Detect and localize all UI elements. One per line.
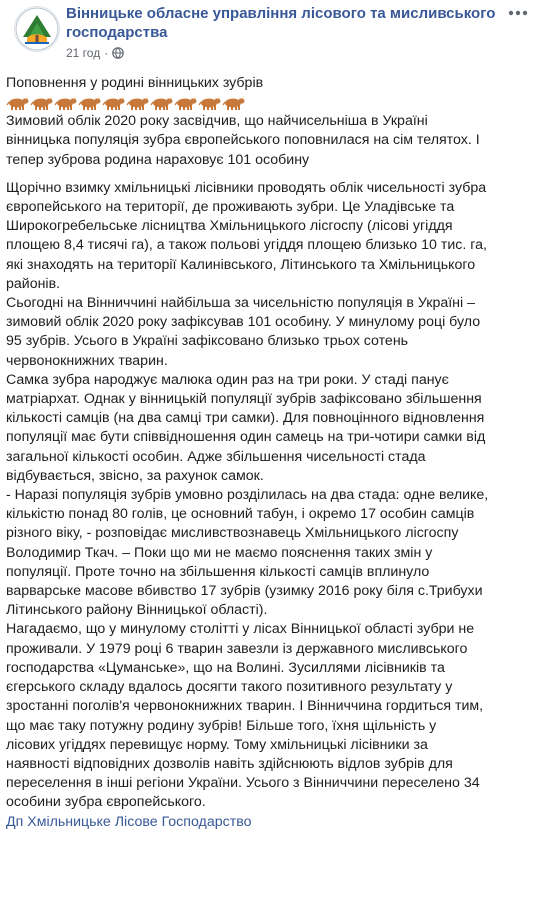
post-title-line: Поповнення у родині вінницьких зубрів: [6, 75, 264, 91]
ox-icon: [198, 95, 221, 111]
body-text-line: господарства «Цуманське», що на Волині. Зусиллями лісівників та: [6, 659, 445, 676]
intro-text-line: вінницька популяція зубра європейського поповнилася на сім телятох. І: [6, 132, 480, 149]
post-timestamp[interactable]: 21 год: [66, 46, 101, 60]
ox-icon: [54, 95, 77, 111]
body-text-line: варварське масове вбивство 17 зубрів (узимку 2016 року біля с.Трибухи: [6, 583, 483, 600]
body-text-line: Літинського району Вінницької області).: [6, 602, 268, 619]
page-logo-icon: [15, 7, 59, 51]
body-text-line: європейського на території, де проживають зубри. Це Уладівське та: [6, 199, 455, 216]
body-text-line: зимовий облік 2020 року зафіксував 101 особину. У минулому році було: [6, 314, 481, 331]
post-body: [6, 74, 532, 832]
body-text-line: червонокнижних тварин.: [6, 352, 168, 369]
ox-emoji-row: [6, 93, 532, 112]
body-text-line: відбувається, звісно, за рахунок самок.: [6, 467, 264, 484]
post-meta: [66, 46, 124, 60]
body-text-line: єгерського складу вдалось досягти такого позитивного результату у: [6, 679, 453, 696]
page-avatar[interactable]: [14, 6, 60, 52]
body-text-line: зростанні поголів'я червонокнижних тварин. І Вінниччина гордиться тим,: [6, 698, 484, 715]
ox-icon: [174, 95, 197, 111]
body-text-line: матріархат. Однак у вінницькій популяції зубрів зафіксовано збільшення: [6, 391, 482, 408]
ox-icon: [6, 95, 29, 111]
body-text-line: площею 8,4 тисячі га), а також польові угіддя площею близько 10 тис. га,: [6, 237, 487, 254]
ox-icon: [222, 95, 245, 111]
body-text-line: - Наразі популяція зубрів умовно розділилась на два стада: одне велике,: [6, 487, 489, 504]
body-text-line: 95 зубрів. Усього в Україні зафіксовано близько трьох сотень: [6, 333, 409, 350]
post-intro: [6, 112, 532, 170]
ox-icon: [150, 95, 173, 111]
body-text-line: Самка зубра народжує малюка один раз на три роки. У стаді панує: [6, 371, 449, 388]
post-header: [8, 0, 539, 64]
intro-text-line: Зимовий облік 2020 року засвідчив, що найчисельніша в Україні: [6, 113, 428, 130]
body-text-line: що має таку потужну родину зубрів! Більше того, їхня щільність у: [6, 717, 437, 734]
ox-icon: [78, 95, 101, 111]
body-text-line: різного віку, - розповідає мисливствознавець Хмільницького лісгоспу: [6, 525, 459, 542]
body-text-line: Володимир Ткач. – Поки що ми не маємо пояснення таких змін у: [6, 544, 433, 561]
body-text-line: Щорічно взимку хмільницькі лісівники проводять облік чисельності зубра: [6, 179, 487, 196]
page-name-link[interactable]: Вінницьке обласне управління лісового та мисливського господарства: [66, 5, 496, 41]
ox-icon: [126, 95, 149, 111]
intro-text-line: тепер зуброва родина нараховує 101 особину: [6, 151, 310, 168]
body-text-line: особини зубра європейського.: [6, 794, 206, 811]
body-text-line: кількості самців (на два самці три самки). Для повноцінного відновлення: [6, 410, 485, 427]
body-text-line: переселення в інші регіони України. Усього з Вінниччини переселено 34: [6, 775, 480, 792]
page-mention-link[interactable]: Дп Хмільницьке Лісове Господарство: [6, 813, 252, 830]
body-text-line: районів.: [6, 275, 61, 292]
body-text-line: які знаходять на території Калинівського, Літинського та Хмільницького: [6, 256, 476, 273]
body-text-line: популяції. Проте точно на збільшення кількості самців вплинуло: [6, 563, 430, 580]
ox-icon: [102, 95, 125, 111]
body-text-line: загальної кількості особин. Адже збільшення чисельності стада: [6, 448, 426, 465]
post-main-text: [6, 179, 532, 813]
body-text-line: Нагадаємо, що у минулому столітті у лісах Вінницької області зубри не: [6, 621, 475, 638]
meta-separator: ·: [104, 46, 109, 60]
body-text-line: кількістю понад 80 голів, це основний табун, і окремо 17 особин самців: [6, 506, 475, 523]
body-text-line: популяції має бути співвідношення один самець на три-чотири самки від: [6, 429, 486, 446]
ox-icon: [30, 95, 53, 111]
body-text-line: проживали. У 1979 році 6 тварин завезли із державного мисливського: [6, 640, 468, 657]
body-text-line: лісових угіддях перевищує норму. Тому хмільницькі лісівники за: [6, 736, 428, 753]
dots-icon: [508, 10, 528, 16]
more-options-icon[interactable]: [507, 4, 529, 22]
globe-icon[interactable]: [112, 47, 124, 59]
paragraph-gap: [6, 170, 532, 179]
body-text-line: Широкогребельське лісництва Хмільницького лісгоспу (лісові угіддя: [6, 218, 453, 235]
body-text-line: Сьогодні на Вінниччині найбільша за чисельністю популяція в Україні –: [6, 295, 476, 312]
body-text-line: наявності відповідних дозволів навіть здійснюють відлов зубрів для: [6, 755, 453, 772]
